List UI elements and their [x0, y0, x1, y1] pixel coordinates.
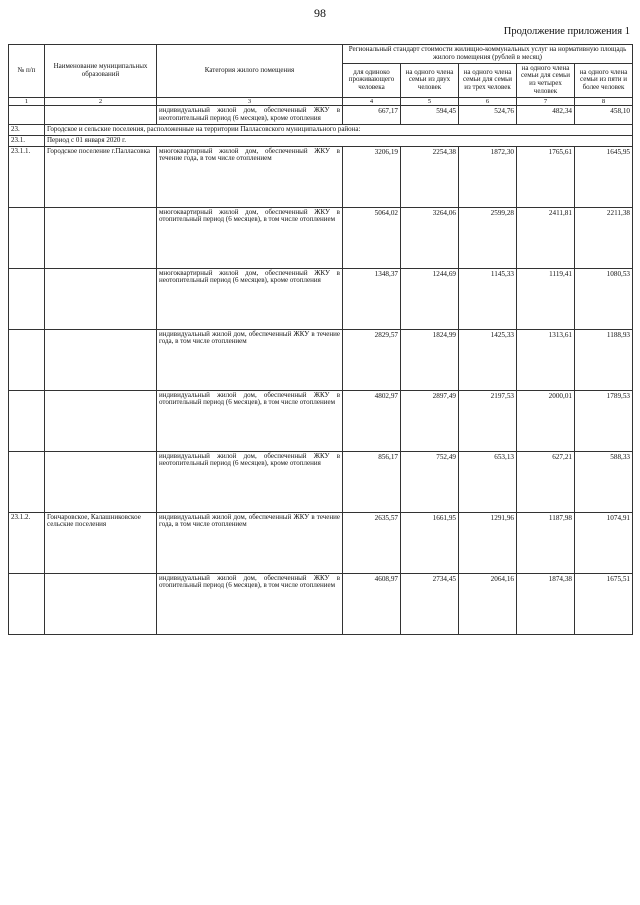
value-family-of-three: 2197,53	[459, 390, 517, 451]
value-single-person: 2635,57	[343, 512, 401, 573]
value-family-of-four: 1187,98	[517, 512, 575, 573]
column-number: 4	[343, 97, 401, 105]
value-family-of-two: 1661,95	[401, 512, 459, 573]
header-municipality: Наименование муниципальных образований	[45, 45, 157, 98]
table-row	[9, 146, 633, 207]
header-number: № п/п	[9, 45, 45, 98]
value-family-of-four: 1765,61	[517, 146, 575, 207]
housing-standard-table	[8, 44, 633, 635]
column-number: 6	[459, 97, 517, 105]
table-row	[9, 268, 633, 329]
value-family-of-two: 594,45	[401, 106, 459, 125]
table-row	[9, 207, 633, 268]
value-family-of-five-plus: 1645,95	[575, 146, 633, 207]
header-family-of-five-plus: на одного члена семьи из пяти и более человек	[575, 63, 633, 97]
value-family-of-three: 1291,96	[459, 512, 517, 573]
value-family-of-three: 1872,30	[459, 146, 517, 207]
value-family-of-two: 2734,45	[401, 573, 459, 634]
municipality-name	[45, 451, 157, 512]
value-family-of-five-plus: 2211,38	[575, 207, 633, 268]
header-standard: Региональный стандарт стоимости жилищно-коммунальных услуг на нормативную площадь жилого помещения (рублей в месяц)	[343, 45, 633, 64]
value-family-of-two: 2254,38	[401, 146, 459, 207]
value-family-of-two: 752,49	[401, 451, 459, 512]
value-family-of-four: 1874,38	[517, 573, 575, 634]
housing-category: многоквартирный жилой дом, обеспеченный ЖКУ в неотопительный период (6 месяцев), кроме отопления	[157, 268, 343, 329]
table-row	[9, 573, 633, 634]
section-row	[9, 124, 633, 135]
column-number: 2	[45, 97, 157, 105]
section-row	[9, 135, 633, 146]
value-family-of-five-plus: 1188,93	[575, 329, 633, 390]
value-family-of-five-plus: 588,33	[575, 451, 633, 512]
value-family-of-three: 653,13	[459, 451, 517, 512]
row-number	[9, 207, 45, 268]
value-single-person: 3206,19	[343, 146, 401, 207]
housing-category: многоквартирный жилой дом, обеспеченный ЖКУ в отопительный период (6 месяцев), в том числе отоплением	[157, 207, 343, 268]
row-number	[9, 451, 45, 512]
column-number: 8	[575, 97, 633, 105]
row-number: 23.1.2.	[9, 512, 45, 573]
row-number	[9, 268, 45, 329]
value-family-of-four: 482,34	[517, 106, 575, 125]
page-number: 98	[314, 6, 326, 20]
header-single-person: для одиноко проживающего человека	[343, 63, 401, 97]
municipality-name	[45, 207, 157, 268]
value-family-of-two: 3264,06	[401, 207, 459, 268]
row-number: 23.1.1.	[9, 146, 45, 207]
value-family-of-three: 1425,33	[459, 329, 517, 390]
header-family-of-three: на одного члена семьи для семьи из трех человек	[459, 63, 517, 97]
value-single-person: 2829,57	[343, 329, 401, 390]
value-single-person: 4608,97	[343, 573, 401, 634]
housing-category: индивидуальный жилой дом, обеспеченный ЖКУ в течение года, в том числе отоплением	[157, 512, 343, 573]
row-number: 23.	[9, 124, 45, 135]
section-title: Городское и сельские поселения, расположенные на территории Палласовского муниципального района:	[45, 124, 633, 135]
housing-category: индивидуальный жилой дом, обеспеченный ЖКУ в течение года, в том числе отоплением	[157, 329, 343, 390]
row-number	[9, 329, 45, 390]
value-family-of-four: 627,21	[517, 451, 575, 512]
header-category: Категория жилого помещения	[157, 45, 343, 98]
value-family-of-four: 2411,81	[517, 207, 575, 268]
column-number: 7	[517, 97, 575, 105]
row-number: 23.1.	[9, 135, 45, 146]
appendix-continuation-label: Продолжение приложения 1	[503, 26, 630, 37]
municipality-name	[45, 329, 157, 390]
column-number: 5	[401, 97, 459, 105]
municipality-name: Городское поселение г.Палласовка	[45, 146, 157, 207]
value-family-of-two: 1244,69	[401, 268, 459, 329]
value-single-person: 667,17	[343, 106, 401, 125]
column-number-row	[9, 97, 633, 105]
row-number	[9, 106, 45, 125]
table-row	[9, 329, 633, 390]
column-number: 3	[157, 97, 343, 105]
row-number	[9, 573, 45, 634]
municipality-name	[45, 390, 157, 451]
housing-category: индивидуальный жилой дом, обеспеченный ЖКУ в отопительный период (6 месяцев), в том числе отоплением	[157, 390, 343, 451]
value-family-of-three: 2599,28	[459, 207, 517, 268]
value-family-of-four: 2000,01	[517, 390, 575, 451]
table-row	[9, 512, 633, 573]
value-family-of-five-plus: 1080,53	[575, 268, 633, 329]
value-family-of-three: 524,76	[459, 106, 517, 125]
period-title: Период с 01 января 2020 г.	[45, 135, 633, 146]
value-family-of-two: 1824,99	[401, 329, 459, 390]
value-family-of-five-plus: 1675,51	[575, 573, 633, 634]
value-single-person: 856,17	[343, 451, 401, 512]
housing-category: индивидуальный жилой дом, обеспеченный ЖКУ в неотопительный период (6 месяцев), кроме отопления	[157, 106, 343, 125]
table-row	[9, 390, 633, 451]
municipality-name: Гончаровское, Калашниковское сельские поселения	[45, 512, 157, 573]
value-family-of-three: 2064,16	[459, 573, 517, 634]
column-number: 1	[9, 97, 45, 105]
value-single-person: 4802,97	[343, 390, 401, 451]
value-family-of-four: 1313,61	[517, 329, 575, 390]
housing-category: индивидуальный жилой дом, обеспеченный ЖКУ в отопительный период (6 месяцев), в том числе отоплением	[157, 573, 343, 634]
housing-category: многоквартирный жилой дом, обеспеченный ЖКУ в течение года, в том числе отоплением	[157, 146, 343, 207]
municipality-name	[45, 573, 157, 634]
value-family-of-five-plus: 458,10	[575, 106, 633, 125]
municipality-name	[45, 106, 157, 125]
value-single-person: 1348,37	[343, 268, 401, 329]
header-family-of-two: на одного члена семьи из двух человек	[401, 63, 459, 97]
table-row	[9, 451, 633, 512]
value-family-of-five-plus: 1074,91	[575, 512, 633, 573]
header-family-of-four: на одного члена семьи для семьи из четырех человек	[517, 63, 575, 97]
table-row	[9, 106, 633, 125]
value-family-of-three: 1145,33	[459, 268, 517, 329]
value-family-of-four: 1119,41	[517, 268, 575, 329]
municipality-name	[45, 268, 157, 329]
value-single-person: 5064,02	[343, 207, 401, 268]
housing-category: индивидуальный жилой дом, обеспеченный ЖКУ в неотопительный период (6 месяцев), кроме отопления	[157, 451, 343, 512]
value-family-of-two: 2897,49	[401, 390, 459, 451]
value-family-of-five-plus: 1789,53	[575, 390, 633, 451]
row-number	[9, 390, 45, 451]
